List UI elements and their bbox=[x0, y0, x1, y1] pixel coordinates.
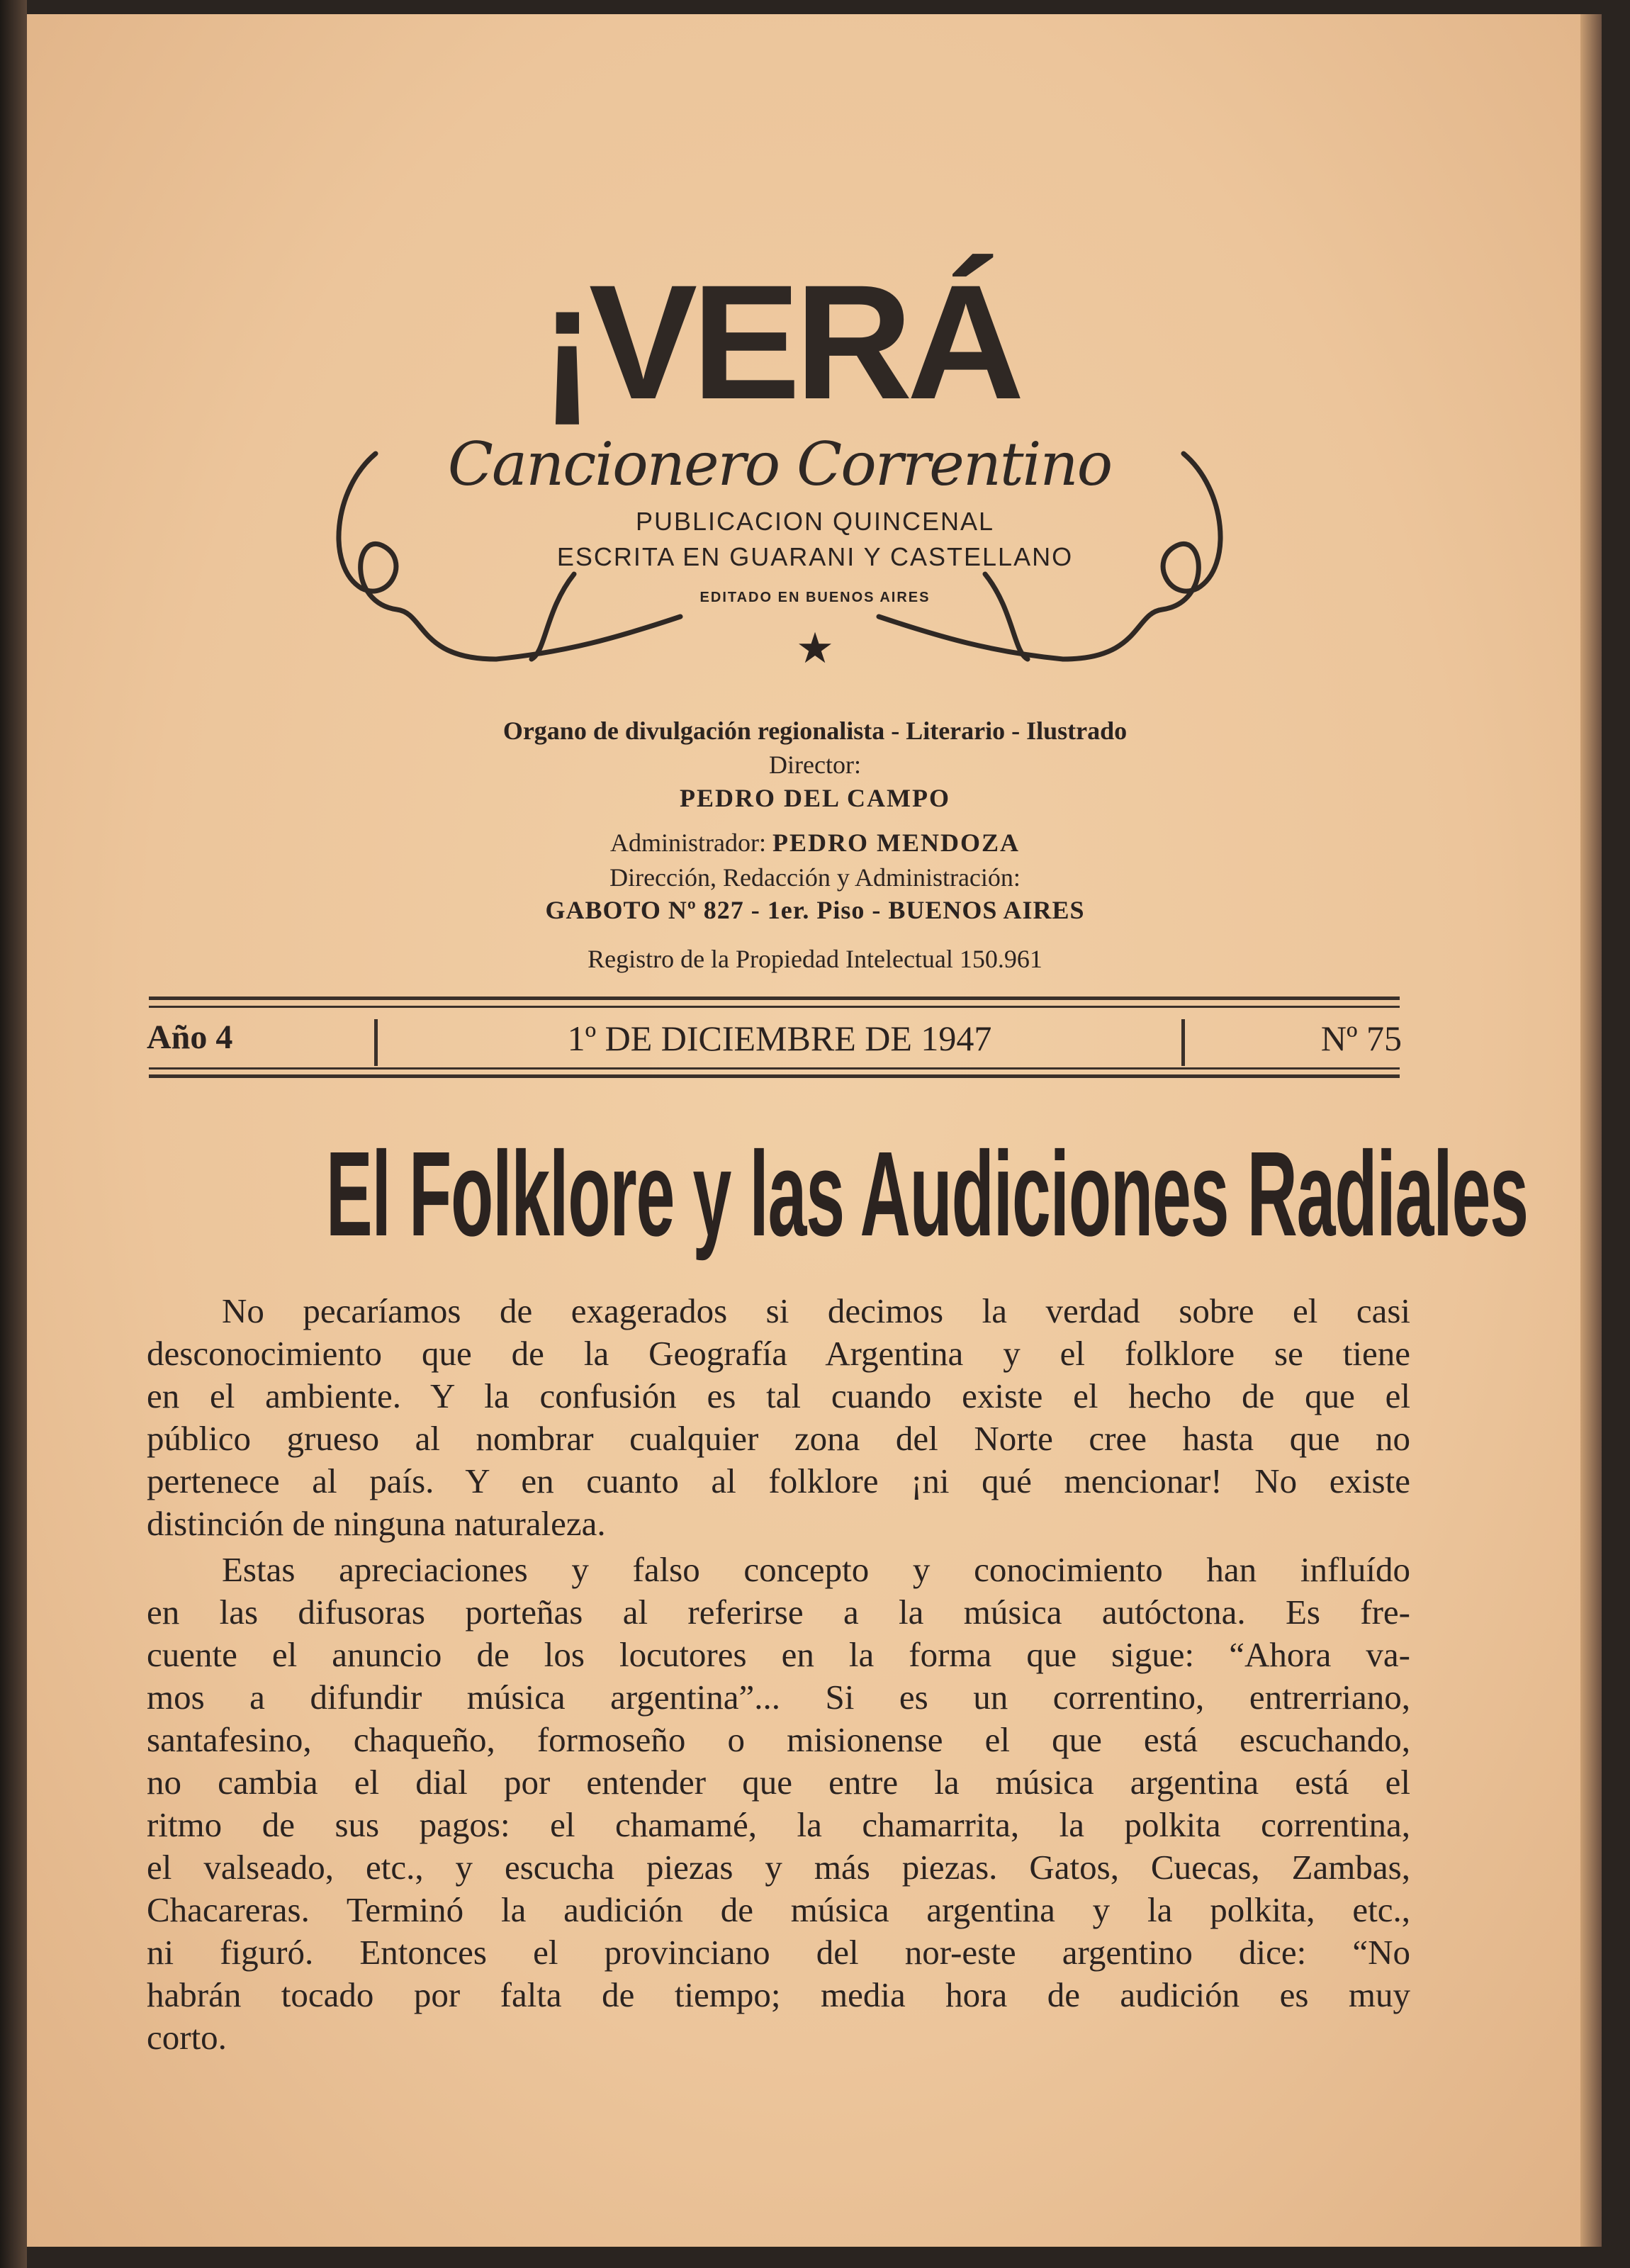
publication-frequency: PUBLICACION QUINCENAL bbox=[635, 507, 995, 536]
director-label: Director: bbox=[769, 751, 861, 779]
text-line: el valseado, etc., y escucha piezas y más piezas. Gatos, Cuecas, Zambas, bbox=[147, 1848, 1410, 1887]
text-line: corto. bbox=[147, 2018, 227, 2057]
text-line: público grueso al nombrar cualquier zona del Norte cree hasta que no bbox=[147, 1419, 1410, 1458]
issue-date: 1º DE DICIEMBRE DE 1947 bbox=[567, 1018, 992, 1058]
rule bbox=[149, 1067, 1400, 1070]
logo-title: ¡VERÁ bbox=[540, 251, 1019, 433]
languages-line: ESCRITA EN GUARANI Y CASTELLANO bbox=[556, 542, 1074, 571]
address-label: Dirección, Redacción y Administración: bbox=[609, 863, 1021, 892]
text-line: mos a difundir música argentina”... Si es un correntino, entrerriano, bbox=[147, 1678, 1410, 1717]
article-title: El Folklore y las Audiciones Radiales bbox=[325, 1127, 1528, 1262]
page-edge bbox=[1580, 14, 1602, 2247]
text-line: distinción de ninguna naturaleza. bbox=[147, 1504, 606, 1543]
registry: Registro de la Propiedad Intelectual 150.961 bbox=[588, 945, 1042, 973]
divider bbox=[374, 1019, 378, 1066]
text-line: no cambia el dial por entender que entre la música argentina está el bbox=[147, 1763, 1410, 1802]
admin-name: PEDRO MENDOZA bbox=[772, 829, 1020, 857]
text-line: Estas apreciaciones y falso concepto y conocimiento han influído bbox=[222, 1550, 1410, 1589]
divider bbox=[1181, 1019, 1185, 1066]
text-line: cuente el anuncio de los locutores en la forma que sigue: “Ahora va- bbox=[147, 1635, 1410, 1674]
text-line: en el ambiente. Y la confusión es tal cuando existe el hecho de que el bbox=[147, 1376, 1410, 1415]
logo-subtitle: Cancionero Correntino bbox=[447, 430, 1112, 499]
organ-description: Organo de divulgación regionalista - Literario - Ilustrado bbox=[502, 717, 1128, 745]
text-line: en las difusoras porteñas al referirse a la música autóctona. Es fre- bbox=[147, 1593, 1410, 1632]
rule bbox=[149, 997, 1400, 1000]
text-line: Chacareras. Terminó la audición de música argentina y la polkita, etc., bbox=[147, 1890, 1410, 1929]
text-line: habrán tocado por falta de tiempo; media hora de audición es muy bbox=[147, 1975, 1410, 2014]
text-line: No pecaríamos de exagerados si decimos la verdad sobre el casi bbox=[222, 1291, 1410, 1330]
edition-place: EDITADO EN BUENOS AIRES bbox=[699, 590, 931, 605]
text-line: ni figuró. Entonces el provinciano del nor-este argentino dice: “No bbox=[147, 1933, 1410, 1972]
text-line: santafesino, chaqueño, formoseño o misionense el que está escuchando, bbox=[147, 1720, 1410, 1759]
issue-number: Nº 75 bbox=[1320, 1018, 1402, 1058]
article-paragraph-1 bbox=[147, 1290, 1410, 1545]
issue-year: Año 4 bbox=[147, 1018, 233, 1056]
text-line: pertenece al país. Y en cuanto al folklore ¡ni qué mencionar! No existe bbox=[147, 1461, 1410, 1500]
admin-label: Administrador: bbox=[610, 829, 766, 857]
rule bbox=[149, 1006, 1400, 1008]
article-paragraph-2 bbox=[147, 1549, 1410, 2059]
text-line: desconocimiento que de la Geografía Argentina y el folklore se tiene bbox=[147, 1334, 1410, 1373]
administrator-line bbox=[0, 828, 1630, 858]
binding-edge bbox=[0, 0, 27, 2268]
rule bbox=[149, 1074, 1400, 1078]
star-icon: ★ bbox=[796, 625, 834, 672]
text-line: ritmo de sus pagos: el chamamé, la chamarrita, la polkita correntina, bbox=[147, 1805, 1410, 1844]
address: GABOTO Nº 827 - 1er. Piso - BUENOS AIRES bbox=[545, 896, 1085, 924]
director-name: PEDRO DEL CAMPO bbox=[679, 784, 950, 812]
